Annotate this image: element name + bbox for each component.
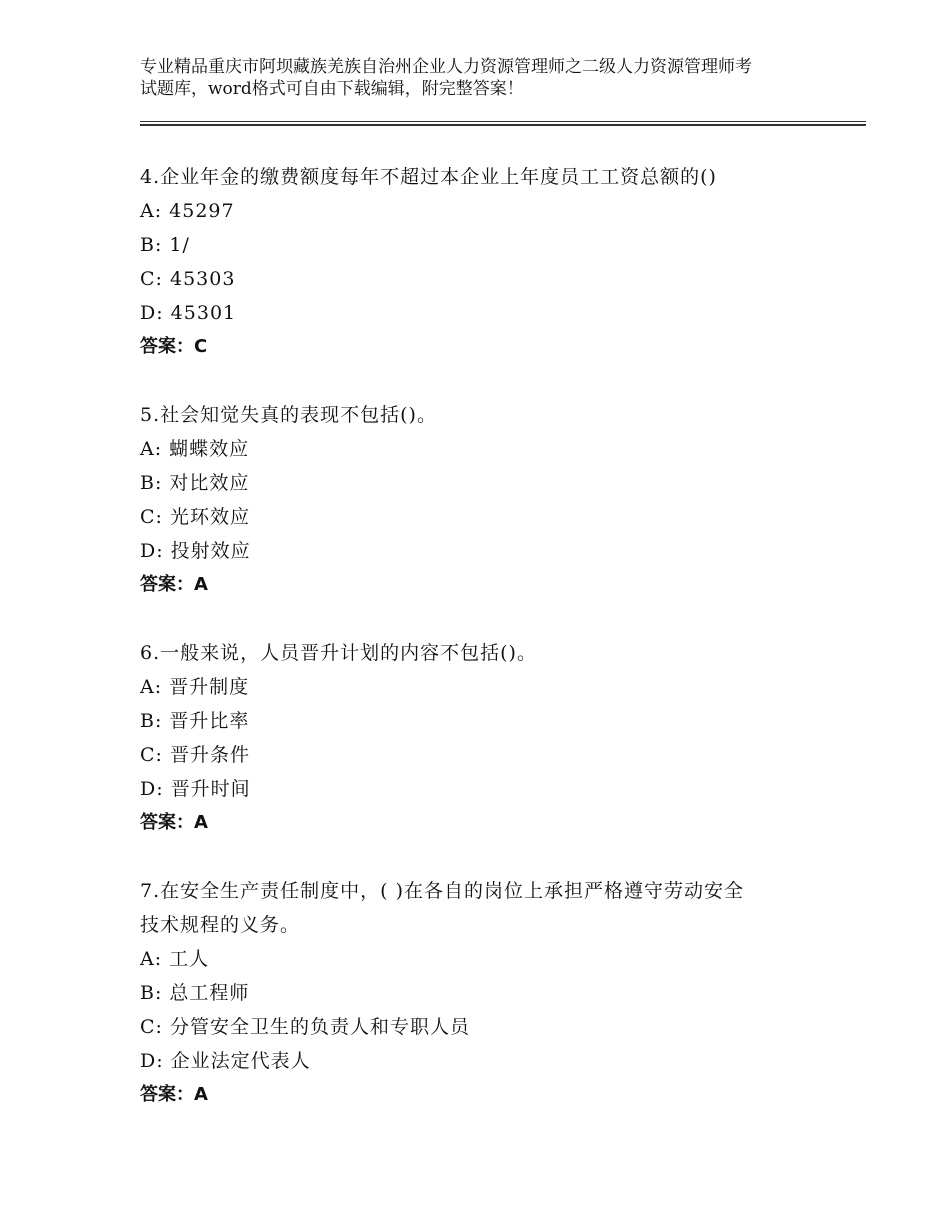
option-c: C: 光环效应 — [140, 506, 250, 528]
option-b: B: 总工程师 — [140, 982, 250, 1004]
question-stem-line-1: 7.在安全生产责任制度中，( )在各自的岗位上承担严格遵守劳动安全 — [140, 880, 744, 902]
option-b: B: 晋升比率 — [140, 710, 250, 732]
option-a: A: 蝴蝶效应 — [140, 438, 250, 460]
header-line-1: 专业精品重庆市阿坝藏族羌族自治州企业人力资源管理师之二级人力资源管理师考 — [140, 57, 752, 77]
header-divider-thin — [140, 121, 866, 122]
question-6 — [140, 636, 840, 840]
page-header — [140, 56, 830, 100]
option-d: D: 45301 — [140, 302, 237, 324]
question-4 — [140, 160, 840, 364]
option-a: A: 晋升制度 — [140, 676, 250, 698]
option-c: C: 分管安全卫生的负责人和专职人员 — [140, 1016, 470, 1038]
header-line-2: 试题库，word格式可自由下载编辑，附完整答案！ — [140, 79, 524, 99]
answer: 答案：A — [140, 574, 208, 595]
answer: 答案：C — [140, 336, 208, 357]
option-a: A: 45297 — [140, 200, 235, 222]
option-c: C: 晋升条件 — [140, 744, 250, 766]
question-stem-line-2: 技术规程的义务。 — [140, 914, 301, 936]
question-5 — [140, 398, 840, 602]
option-d: D: 投射效应 — [140, 540, 251, 562]
question-stem: 5.社会知觉失真的表现不包括()。 — [140, 404, 437, 426]
answer: 答案：A — [140, 1084, 208, 1105]
option-b: B: 1/ — [140, 234, 190, 256]
answer: 答案：A — [140, 812, 208, 833]
option-c: C: 45303 — [140, 268, 236, 290]
option-d: D: 企业法定代表人 — [140, 1050, 311, 1072]
option-b: B: 对比效应 — [140, 472, 250, 494]
question-stem: 4.企业年金的缴费额度每年不超过本企业上年度员工工资总额的() — [140, 166, 717, 188]
question-list — [140, 160, 840, 1146]
question-stem: 6.一般来说，人员晋升计划的内容不包括()。 — [140, 642, 537, 664]
option-a: A: 工人 — [140, 948, 210, 970]
option-d: D: 晋升时间 — [140, 778, 251, 800]
question-7 — [140, 874, 840, 1112]
header-divider-thick — [140, 124, 866, 126]
